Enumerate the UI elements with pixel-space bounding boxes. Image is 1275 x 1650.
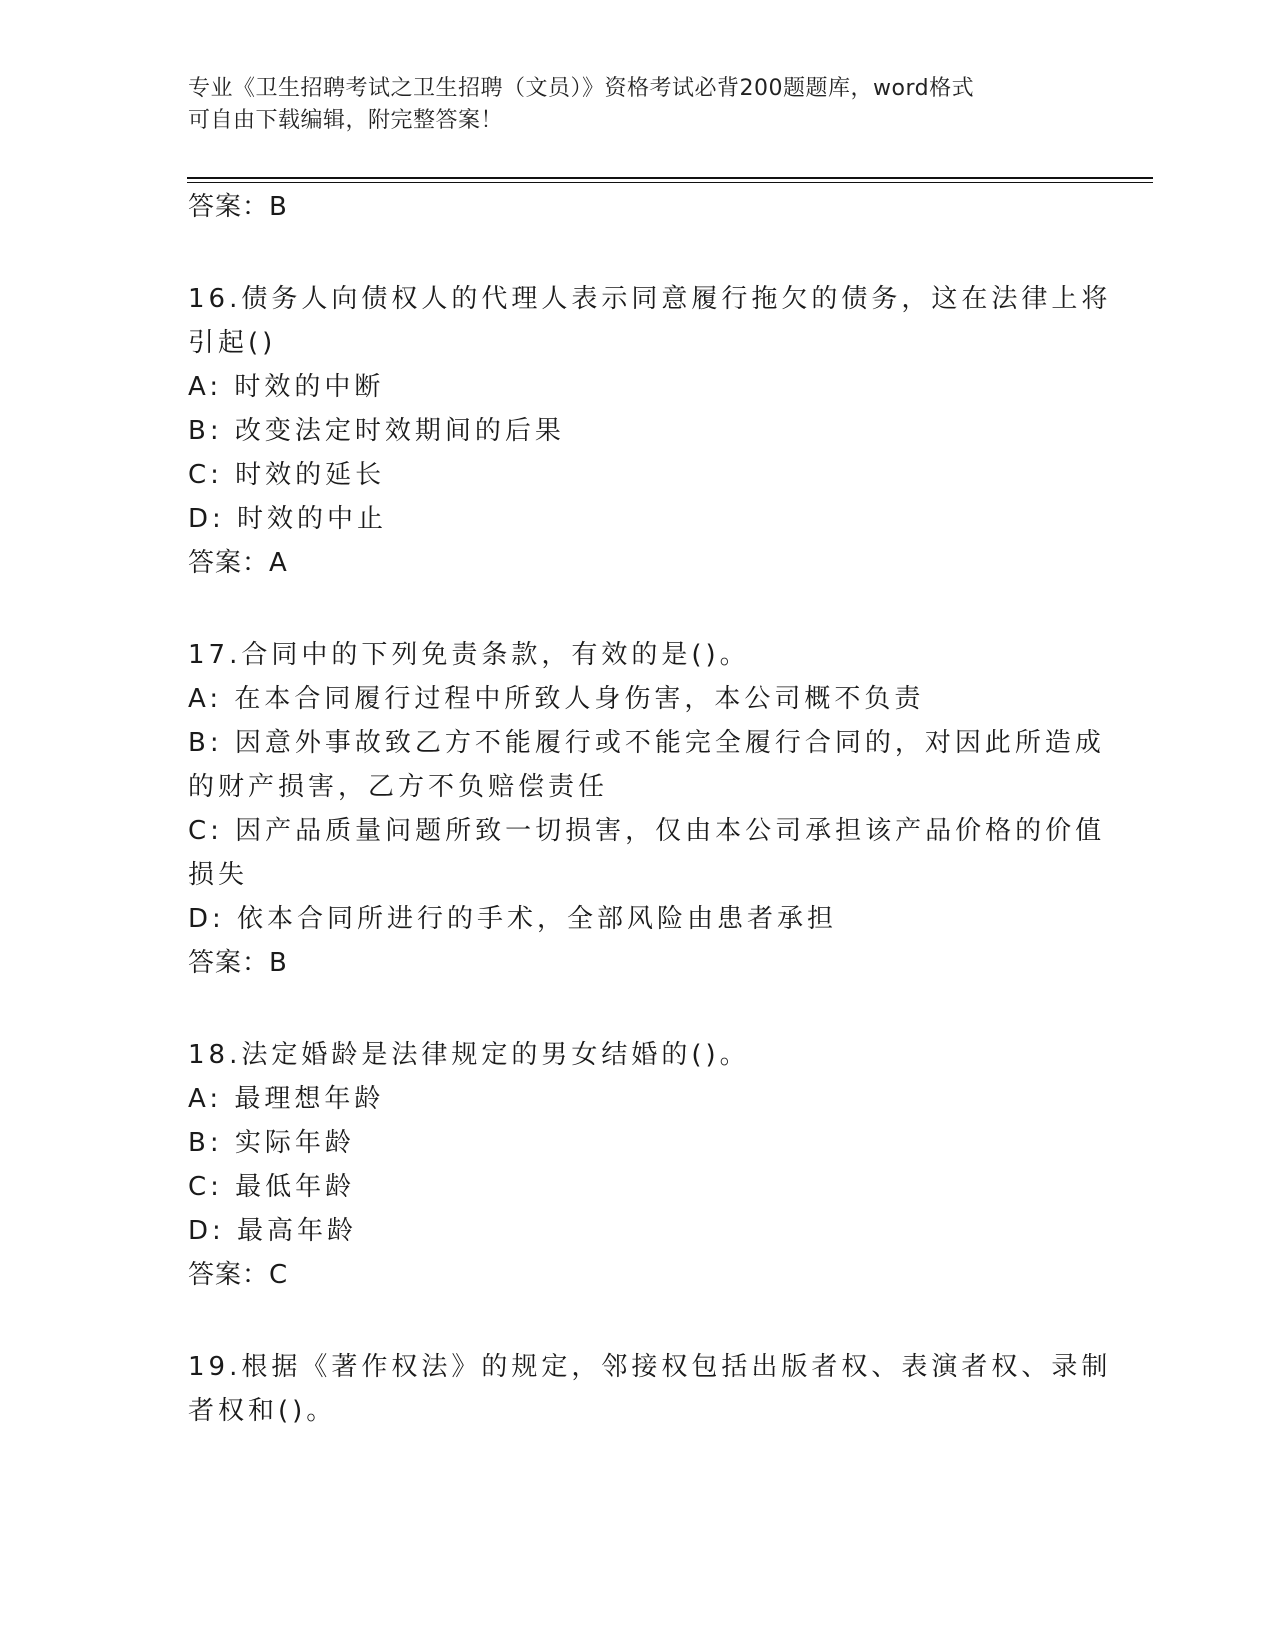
option-c: C: 时效的延长 — [188, 460, 386, 490]
header-rule-thin — [187, 182, 1153, 183]
option-a: A: 在本合同履行过程中所致人身伤害，本公司概不负责 — [188, 684, 925, 714]
document-header — [188, 73, 1068, 137]
option-c: C: 因产品质量问题所致一切损害，仅由本公司承担该产品价格的价值 — [188, 816, 1106, 846]
option-c: C: 最低年龄 — [188, 1172, 356, 1202]
option-d: D: 时效的中止 — [188, 504, 388, 534]
header-line-1: 专业《卫生招聘考试之卫生招聘（文员）》资格考试必背200题题库，word格式 — [188, 76, 975, 101]
option-b: B: 实际年龄 — [188, 1128, 355, 1158]
question-stem: 16.债务人向债权人的代理人表示同意履行拖欠的债务，这在法律上将 — [188, 284, 1112, 314]
option-b: B: 改变法定时效期间的后果 — [188, 416, 565, 446]
question-stem: 17.合同中的下列免责条款，有效的是()。 — [188, 640, 750, 670]
option-b: B: 因意外事故致乙方不能履行或不能完全履行合同的，对因此所造成 — [188, 728, 1105, 758]
answer: 答案：A — [188, 548, 288, 578]
header-rule-thick — [187, 177, 1153, 179]
header-line-2: 可自由下载编辑，附完整答案！ — [188, 108, 504, 133]
question-stem: 19.根据《著作权法》的规定，邻接权包括出版者权、表演者权、录制 — [188, 1352, 1112, 1382]
option-a: A: 时效的中断 — [188, 372, 385, 402]
option-d: D: 依本合同所进行的手术，全部风险由患者承担 — [188, 904, 838, 934]
question-stem-cont: 引起() — [188, 328, 277, 358]
option-d: D: 最高年龄 — [188, 1216, 358, 1246]
answer: 答案：C — [188, 1260, 289, 1290]
option-b-cont: 的财产损害，乙方不负赔偿责任 — [188, 772, 609, 802]
option-a: A: 最理想年龄 — [188, 1084, 385, 1114]
question-stem: 18.法定婚龄是法律规定的男女结婚的()。 — [188, 1040, 750, 1070]
answer: 答案：B — [188, 948, 288, 978]
question-stem-cont: 者权和()。 — [188, 1396, 337, 1426]
answer-15: 答案：B — [188, 192, 288, 222]
option-c-cont: 损失 — [188, 860, 249, 890]
